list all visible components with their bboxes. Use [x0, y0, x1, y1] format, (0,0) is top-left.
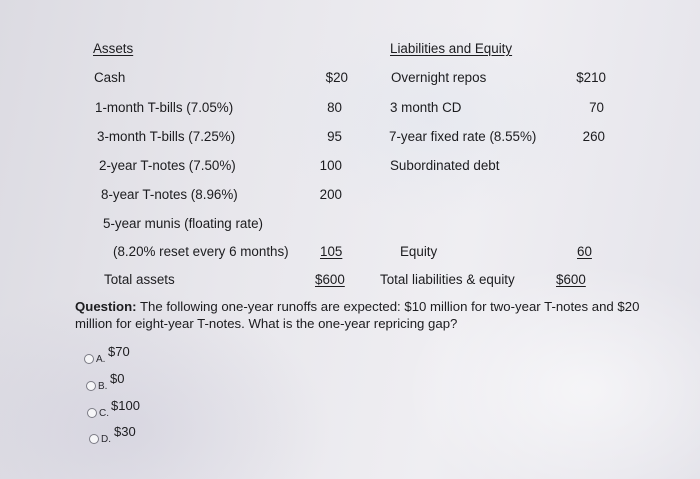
liabilities-header: Liabilities and Equity — [390, 41, 513, 56]
option-value-c: $100 — [111, 398, 140, 413]
asset-label-1m-tbills: 1-month T-bills (7.05%) — [95, 100, 234, 115]
option-letter-b: B. — [98, 381, 108, 392]
asset-value-munis: 105 — [320, 244, 343, 259]
option-value-a: $70 — [108, 344, 130, 359]
radio-button-c[interactable] — [87, 408, 97, 418]
option-value-d: $30 — [114, 424, 136, 439]
liability-label-subordinated-debt: Subordinated debt — [390, 158, 500, 173]
liability-label-7y-fixed: 7-year fixed rate (8.55%) — [389, 129, 537, 144]
option-letter-d: D. — [101, 434, 111, 445]
question-body-line1: The following one-year runoffs are expected: $10 million for two-year T-notes and $20 — [136, 299, 640, 314]
liability-label-3m-cd: 3 month CD — [390, 100, 462, 115]
question-body-line2: million for eight-year T-notes. What is the one-year repricing gap? — [75, 316, 458, 331]
liability-value-7y-fixed: 260 — [582, 129, 605, 144]
asset-label-8y-tnotes: 8-year T-notes (8.96%) — [101, 187, 238, 202]
total-assets-value: $600 — [315, 272, 345, 287]
asset-value-cash: $20 — [325, 70, 348, 85]
radio-button-d[interactable] — [89, 434, 99, 444]
total-liabilities-label: Total liabilities & equity — [380, 272, 515, 287]
liability-value-overnight-repos: $210 — [576, 70, 606, 85]
liability-label-overnight-repos: Overnight repos — [391, 70, 487, 85]
question-label: Question: — [75, 299, 137, 314]
asset-value-8y-tnotes: 200 — [319, 187, 342, 202]
total-assets-label: Total assets — [104, 272, 175, 287]
liability-value-3m-cd: 70 — [589, 100, 604, 115]
liability-label-equity: Equity — [400, 244, 438, 259]
option-letter-a: A. — [96, 354, 106, 365]
asset-label-cash: Cash — [94, 70, 126, 85]
assets-header: Assets — [93, 41, 134, 56]
total-liabilities-value: $600 — [556, 272, 586, 287]
option-value-b: $0 — [110, 371, 125, 386]
asset-label-3m-tbills: 3-month T-bills (7.25%) — [97, 129, 236, 144]
liability-value-equity: 60 — [577, 244, 592, 259]
option-letter-c: C. — [99, 408, 109, 419]
asset-label-2y-tnotes: 2-year T-notes (7.50%) — [99, 158, 236, 173]
asset-label-munis-reset: (8.20% reset every 6 months) — [113, 244, 289, 259]
asset-value-1m-tbills: 80 — [327, 100, 342, 115]
radio-button-b[interactable] — [86, 381, 96, 391]
asset-value-2y-tnotes: 100 — [319, 158, 342, 173]
asset-label-5y-munis: 5-year munis (floating rate) — [103, 216, 264, 231]
question-text-line1 — [75, 298, 639, 316]
asset-value-3m-tbills: 95 — [327, 129, 342, 144]
radio-button-a[interactable] — [84, 354, 94, 364]
